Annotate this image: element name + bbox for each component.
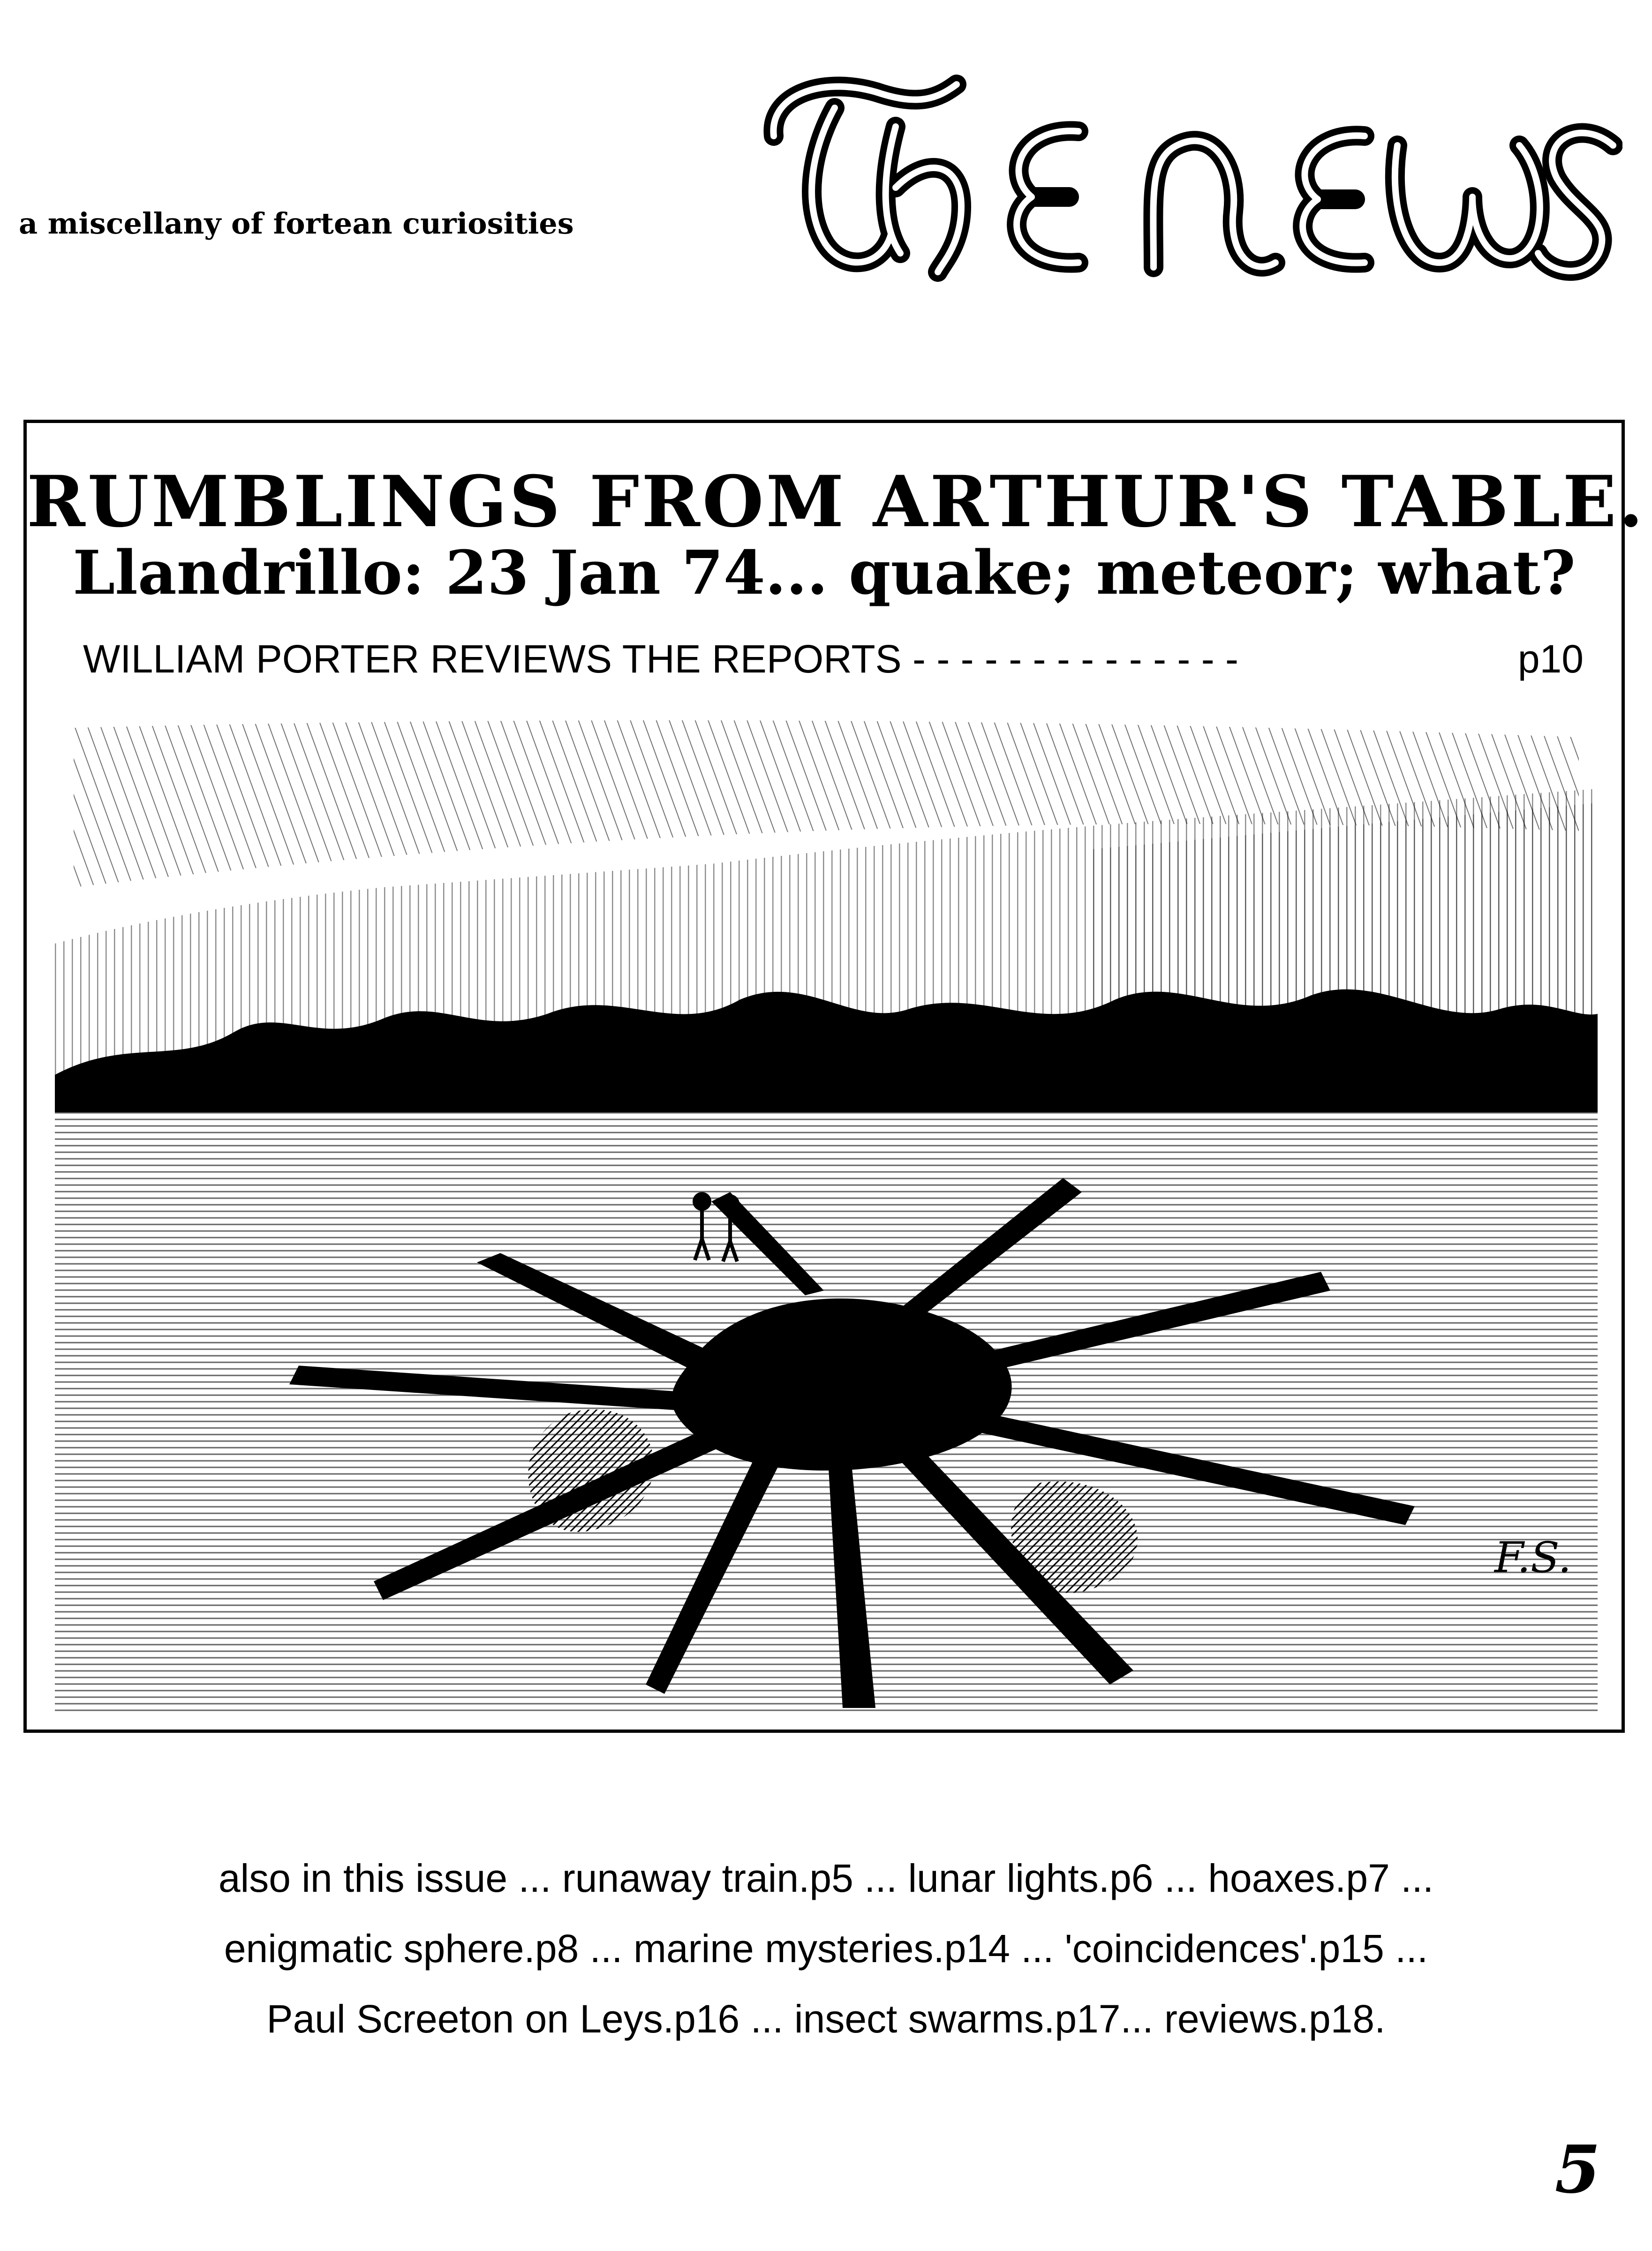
illustration-signature: F.S. <box>1494 1533 1572 1582</box>
tagline: a miscellany of fortean curiosities <box>19 206 574 241</box>
cover-headline: RUMBLINGS FROM ARTHUR'S TABLE. <box>27 461 1646 543</box>
contents-line-2: enigmatic sphere.p8 ... marine mysteries.p14 ... 'coincidences'.p15 ... <box>224 1926 1428 1971</box>
cover-subheadline: Llandrillo: 23 Jan 74... quake; meteor; what? <box>73 538 1576 608</box>
contents-list <box>0 1843 1652 2054</box>
masthead-logo <box>741 56 1622 300</box>
cover-story-box <box>23 420 1646 1733</box>
contents-line-1: also in this issue ... runaway train.p5 ... lunar lights.p6 ... hoaxes.p7 ... <box>218 1856 1434 1900</box>
contents-line-3: Paul Screeton on Leys.p16 ... insect swarms.p17... reviews.p18. <box>266 1997 1386 2041</box>
engraving-illustration <box>55 709 1598 1713</box>
byline-page-ref: p10 <box>1517 637 1584 681</box>
byline-text: WILLIAM PORTER REVIEWS THE REPORTS - - - - - - - - - - - - - - <box>83 637 1239 681</box>
page-number: 5 <box>1554 2131 1600 2208</box>
cover-byline <box>83 636 1584 682</box>
